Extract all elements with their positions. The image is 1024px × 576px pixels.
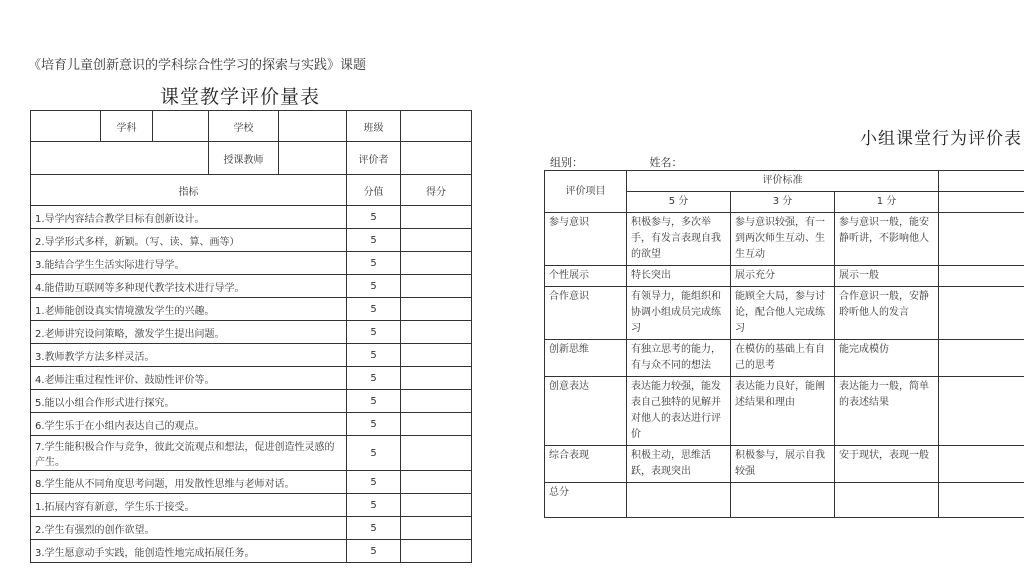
got-score-cell xyxy=(401,390,472,413)
indicator-text: 2.导学形式多样，新颖。（写、读、算、画等） xyxy=(31,229,347,252)
classroom-evaluation-document xyxy=(0,0,480,576)
group-meta xyxy=(550,154,683,170)
score-3-header: 3 分 xyxy=(731,192,835,213)
criterion-s5: 有独立思考的能力，有与众不同的想法 xyxy=(627,340,731,377)
got-header: 得分 xyxy=(401,175,472,206)
criterion-s3 xyxy=(731,483,835,518)
evaluation-item: 创新思维 xyxy=(545,340,627,377)
criterion-s5: 表达能力较强，能发表自己独特的见解并对他人的表达进行评价 xyxy=(627,377,731,446)
group-table-title: 小组课堂行为评价表 xyxy=(860,129,1022,149)
score-value: 5 xyxy=(347,540,401,563)
criterion-s5: 有领导力，能组织和协调小组成员完成练习 xyxy=(627,287,731,340)
criterion-s5: 积极参与，多次举手，有发言表现自我的欲望 xyxy=(627,213,731,266)
project-title: 《培育儿童创新意识的学科综合性学习的探索与实践》课题 xyxy=(28,58,367,73)
criterion-s5 xyxy=(627,483,731,518)
criterion-s3: 参与意识较强，有一到两次师生互动、生生互动 xyxy=(731,213,835,266)
name-label: 姓名： xyxy=(649,156,683,169)
table-row xyxy=(545,287,1024,340)
table-row xyxy=(545,377,1024,446)
indicator-text: 2.老师讲究设问策略，激发学生提出问题。 xyxy=(31,321,347,344)
criterion-s1 xyxy=(835,483,939,518)
table-row xyxy=(31,494,472,517)
extra-cell xyxy=(939,213,1024,266)
table-row xyxy=(31,471,472,494)
evaluation-item: 综合表现 xyxy=(545,446,627,483)
score-header: 分值 xyxy=(347,175,401,206)
score-1-header: 1 分 xyxy=(835,192,939,213)
got-score-cell xyxy=(401,321,472,344)
criterion-s1: 安于现状，表现一般 xyxy=(835,446,939,483)
indicator-header: 指标 xyxy=(31,175,347,206)
score-value: 5 xyxy=(347,229,401,252)
indicator-text: 7.学生能积极合作与竞争，彼此交流观点和想法，促进创造性灵感的产生。 xyxy=(31,436,347,471)
group-evaluation-table xyxy=(544,170,1024,518)
criterion-s3: 能顾全大局，参与讨论，配合他人完成练习 xyxy=(731,287,835,340)
indicator-text: 4.能借助互联网等多种现代教学技术进行导学。 xyxy=(31,275,347,298)
table-row xyxy=(31,275,472,298)
criterion-s3: 展示充分 xyxy=(731,266,835,287)
criterion-s3: 表达能力良好，能阐述结果和理由 xyxy=(731,377,835,446)
table-row xyxy=(31,252,472,275)
header-row xyxy=(31,175,472,206)
got-score-cell xyxy=(401,367,472,390)
group-rows xyxy=(545,213,1024,518)
indicator-rows xyxy=(31,206,472,563)
subject-label: 学科 xyxy=(101,111,153,142)
table-row xyxy=(545,266,1024,287)
got-score-cell xyxy=(401,229,472,252)
indicator-text: 1.拓展内容有新意，学生乐于接受。 xyxy=(31,494,347,517)
evaluator-label: 评价者 xyxy=(347,142,401,175)
indicator-text: 5.能以小组合作形式进行探究。 xyxy=(31,390,347,413)
group-header-row-1 xyxy=(545,171,1024,192)
table-row xyxy=(545,213,1024,266)
got-score-cell xyxy=(401,344,472,367)
score-value: 5 xyxy=(347,471,401,494)
criterion-s3: 积极参与，展示自我较强 xyxy=(731,446,835,483)
table-row xyxy=(31,206,472,229)
score-value: 5 xyxy=(347,436,401,471)
class-label: 班级 xyxy=(347,111,401,142)
evaluation-table xyxy=(30,110,472,563)
score-value: 5 xyxy=(347,344,401,367)
indicator-text: 3.学生愿意动手实践，能创造性地完成拓展任务。 xyxy=(31,540,347,563)
got-score-cell xyxy=(401,471,472,494)
indicator-text: 6.学生乐于在小组内表达自己的观点。 xyxy=(31,413,347,436)
score-5-header: 5 分 xyxy=(627,192,731,213)
score-value: 5 xyxy=(347,367,401,390)
indicator-text: 3.能结合学生生活实际进行导学。 xyxy=(31,252,347,275)
table-row xyxy=(31,344,472,367)
table-row xyxy=(31,436,472,471)
score-value: 5 xyxy=(347,390,401,413)
indicator-text: 1.导学内容结合教学目标有创新设计。 xyxy=(31,206,347,229)
evaluation-item: 合作意识 xyxy=(545,287,627,340)
criterion-s3: 在模仿的基础上有自己的思考 xyxy=(731,340,835,377)
indicator-text: 2.学生有强烈的创作欲望。 xyxy=(31,517,347,540)
school-label: 学校 xyxy=(209,111,279,142)
table-row xyxy=(31,298,472,321)
criterion-s1: 参与意识一般，能安静听讲，不影响他人 xyxy=(835,213,939,266)
table-row xyxy=(31,321,472,344)
criterion-s5: 特长突出 xyxy=(627,266,731,287)
score-value: 5 xyxy=(347,298,401,321)
got-score-cell xyxy=(401,517,472,540)
indicator-text: 4.老师注重过程性评价、鼓励性评价等。 xyxy=(31,367,347,390)
criterion-s5: 积极主动，思维活跃，表现突出 xyxy=(627,446,731,483)
score-value: 5 xyxy=(347,252,401,275)
criterion-s1: 展示一般 xyxy=(835,266,939,287)
table-row xyxy=(31,540,472,563)
group-behavior-document xyxy=(540,0,1024,576)
table-row xyxy=(31,367,472,390)
indicator-text: 8.学生能从不同角度思考问题，用发散性思维与老师对话。 xyxy=(31,471,347,494)
criterion-s1: 合作意识一般，安静聆听他人的发言 xyxy=(835,287,939,340)
evaluation-item: 个性展示 xyxy=(545,266,627,287)
score-value: 5 xyxy=(347,494,401,517)
table-row xyxy=(545,483,1024,518)
got-score-cell xyxy=(401,206,472,229)
got-score-cell xyxy=(401,252,472,275)
extra-cell xyxy=(939,377,1024,446)
standard-header: 评价标准 xyxy=(627,171,939,192)
item-header: 评价项目 xyxy=(545,171,627,213)
score-value: 5 xyxy=(347,321,401,344)
got-score-cell xyxy=(401,275,472,298)
got-score-cell xyxy=(401,413,472,436)
got-score-cell xyxy=(401,494,472,517)
teacher-label: 授课教师 xyxy=(209,142,279,175)
info-row-2 xyxy=(31,142,472,175)
info-row-1 xyxy=(31,111,472,142)
group-label: 组别： xyxy=(550,156,583,169)
evaluation-item: 总分 xyxy=(545,483,627,518)
page-title: 课堂教学评价量表 xyxy=(159,86,320,108)
extra-cell xyxy=(939,287,1024,340)
indicator-text: 3.教师教学方法多样灵活。 xyxy=(31,344,347,367)
extra-cell xyxy=(939,340,1024,377)
evaluation-item: 参与意识 xyxy=(545,213,627,266)
score-value: 5 xyxy=(347,413,401,436)
extra-cell xyxy=(939,483,1024,518)
score-value: 5 xyxy=(347,275,401,298)
table-row xyxy=(31,517,472,540)
score-value: 5 xyxy=(347,517,401,540)
evaluation-item: 创意表达 xyxy=(545,377,627,446)
got-score-cell xyxy=(401,436,472,471)
score-value: 5 xyxy=(347,206,401,229)
criterion-s1: 能完成模仿 xyxy=(835,340,939,377)
extra-cell xyxy=(939,266,1024,287)
table-row xyxy=(545,340,1024,377)
table-row xyxy=(31,413,472,436)
got-score-cell xyxy=(401,298,472,321)
table-row xyxy=(31,229,472,252)
criterion-s1: 表达能力一般，简单的表述结果 xyxy=(835,377,939,446)
extra-cell xyxy=(939,446,1024,483)
table-row xyxy=(545,446,1024,483)
got-score-cell xyxy=(401,540,472,563)
table-row xyxy=(31,390,472,413)
indicator-text: 1.老师能创设真实情境激发学生的兴趣。 xyxy=(31,298,347,321)
